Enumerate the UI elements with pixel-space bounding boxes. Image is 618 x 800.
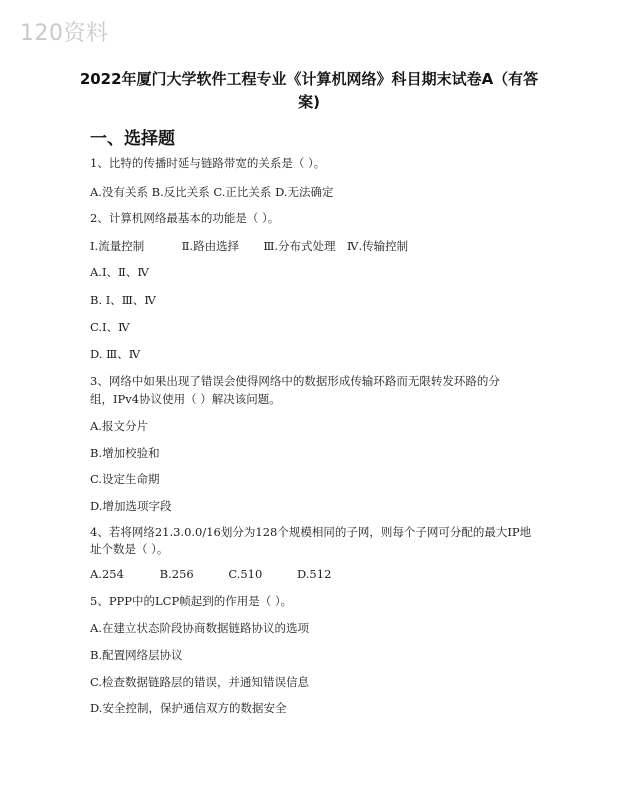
question-4-option-a: A.254 xyxy=(90,567,124,581)
question-5-stem: 5、PPP中的LCP帧起到的作用是（ ）。 xyxy=(90,594,293,608)
document-title xyxy=(60,68,558,114)
question-4-stem-line-1: 4、若将网络21.3.0.0/16划分为128个规模相同的子网，则每个子网可分配的最大IP地 xyxy=(90,525,532,539)
question-5-option-a: A.在建立状态阶段协商数据链路协议的选项 xyxy=(90,621,309,635)
question-1-options: A.没有关系 B.反比关系 C.正比关系 D.无法确定 xyxy=(90,185,334,199)
question-2-item-2: Ⅱ.路由选择 xyxy=(181,239,240,253)
question-3-option-b: B.增加校验和 xyxy=(90,446,160,460)
question-2-option-c: C.I、Ⅳ xyxy=(90,320,130,334)
question-2-option-b: B. I、Ⅲ、Ⅳ xyxy=(90,293,156,307)
question-2-option-a: A.I、Ⅱ、Ⅳ xyxy=(90,265,149,279)
question-4-option-b: B.256 xyxy=(159,567,194,581)
question-2-item-4: Ⅳ.传输控制 xyxy=(346,239,409,253)
question-4-option-c: C.510 xyxy=(228,567,263,581)
question-3-stem-line-1: 3、网络中如果出现了错误会使得网络中的数据形成传输环路而无限转发环路的分 xyxy=(90,374,500,388)
question-2-item-3: Ⅲ.分布式处理 xyxy=(263,239,336,253)
section-heading: 一、选择题 xyxy=(90,129,175,149)
question-5-option-d: D.安全控制，保护通信双方的数据安全 xyxy=(90,701,287,715)
question-2-stem: 2、计算机网络最基本的功能是（ ）。 xyxy=(90,211,280,225)
question-5-option-b: B.配置网络层协议 xyxy=(90,648,183,662)
question-5-option-c: C.检查数据链路层的错误，并通知错误信息 xyxy=(90,675,310,689)
watermark: 120资料 xyxy=(20,21,109,46)
question-4-options xyxy=(90,567,331,582)
question-3-option-a: A.报文分片 xyxy=(90,419,148,433)
question-2-item-1: I.流量控制 xyxy=(90,239,145,253)
question-3-stem-line-2: 组，IPv4协议使用（ ）解决该问题。 xyxy=(90,392,281,406)
question-4-stem-line-2: 址个数是（ ）。 xyxy=(90,542,169,556)
question-4-option-d: D.512 xyxy=(296,567,332,581)
title-line-1: 2022年厦门大学软件工程专业《计算机网络》科目期末试卷A（有答 xyxy=(79,70,539,88)
question-3-option-d: D.增加选项字段 xyxy=(90,499,172,513)
question-1-stem: 1、比特的传播时延与链路带宽的关系是（ ）。 xyxy=(90,156,326,170)
question-2-option-d: D. Ⅲ、Ⅳ xyxy=(90,347,141,361)
question-2-items xyxy=(90,239,408,254)
question-3-option-c: C.设定生命期 xyxy=(90,472,160,486)
title-line-2: 案) xyxy=(298,93,320,111)
